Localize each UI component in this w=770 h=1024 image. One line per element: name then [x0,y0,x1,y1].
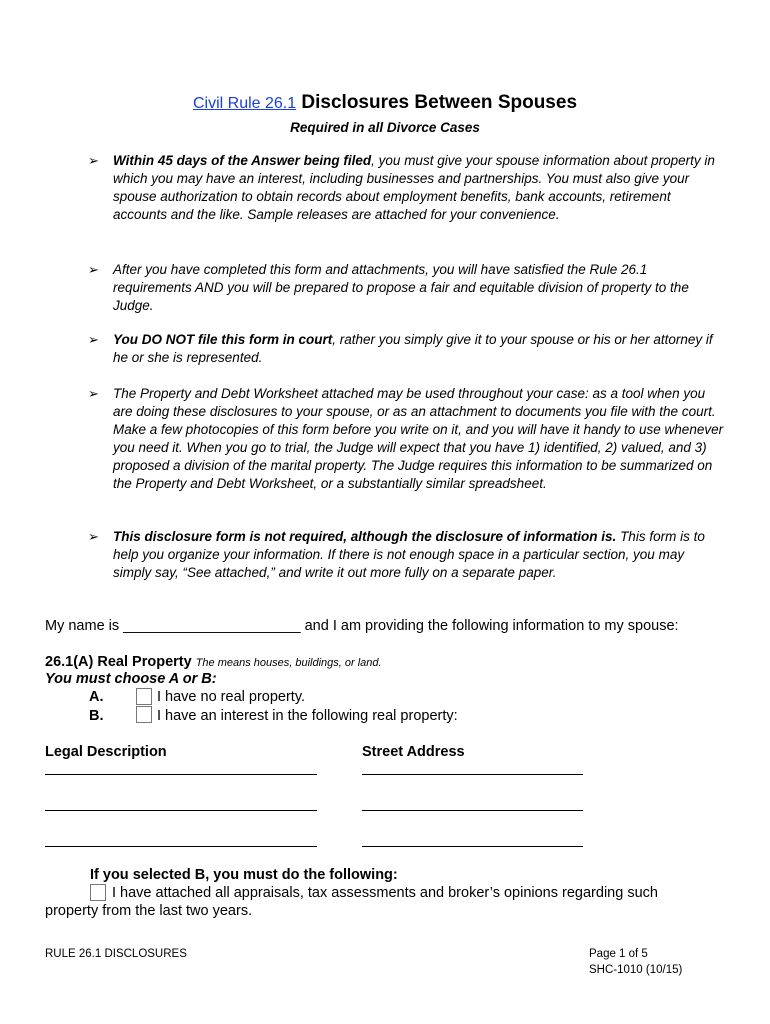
arrow-bullet-icon: ➢ [88,529,99,544]
arrow-bullet-icon: ➢ [88,332,99,347]
option-a-letter: A. [89,689,104,705]
bullet-bold-text: This disclosure form is not required, although the disclosure of information is. [113,529,617,544]
page-title [0,92,770,114]
instruction-bullet [88,528,724,582]
bullet-text: , rather you simply give it to your spouse or his or her attorney if he or she is represented. [113,332,713,365]
arrow-bullet-icon: ➢ [88,262,99,277]
street-address-field[interactable] [362,774,583,775]
civil-rule-link[interactable]: Civil Rule 26.1 [192,95,297,112]
instruction-bullet [88,261,724,315]
arrow-bullet-icon: ➢ [88,386,99,401]
choose-instruction: You must choose A or B: [45,671,217,687]
bullet-text: After you have completed this form and attachments, you will have satisfied the Rule 26.1 requirements AND you will be prepared to propose a fair and equitable division of property to the Judge. [113,262,689,313]
subtitle: Required in all Divorce Cases [290,120,480,135]
bullet-text: This form is to help you organize your information. If there is not enough space in a particular section, you may simply say, “See attached,” and write it out more fully on a separate paper. [113,529,705,580]
legal-description-field[interactable] [45,810,317,811]
footer-rule-name: RULE 26.1 DISCLOSURES [45,948,187,960]
bullet-bold-text: You DO NOT file this form in court [113,332,333,347]
option-a-checkbox[interactable] [136,688,152,705]
legal-description-field[interactable] [45,846,317,847]
option-b-letter: B. [89,708,104,724]
section-heading [45,654,382,670]
instruction-bullet [88,152,724,224]
street-address-heading: Street Address [362,744,465,760]
title-text: Disclosures Between Spouses [301,92,578,113]
street-address-field[interactable] [362,810,583,811]
attached-appraisals-checkbox[interactable] [90,884,106,901]
option-b-label: I have an interest in the following real property: [157,708,458,724]
footer-page-number: Page 1 of 5 [589,948,648,960]
street-address-field[interactable] [362,846,583,847]
option-a-label: I have no real property. [157,689,306,705]
if-b-heading: If you selected B, you must do the following: [90,867,398,883]
legal-description-field[interactable] [45,774,317,775]
bullet-bold-text: Within 45 days of the Answer being filed [113,153,372,168]
name-line: My name is ______________________ and I am providing the following information to my spouse: [45,618,679,634]
footer-form-number: SHC-1010 (10/15) [589,964,683,976]
bullet-text: , you must give your spouse information about property in which you may have an interest, including businesses and partnerships. You must also give your spouse authorization to obtain records about employment benefits, bank accounts, retirement accounts and the like. Sample releases are attached for your convenience. [113,153,715,222]
instruction-bullet [88,331,724,367]
option-b-checkbox[interactable] [136,706,152,723]
section-note: The means houses, buildings, or land. [195,657,382,669]
bullet-text: The Property and Debt Worksheet attached may be used throughout your case: as a tool when you are doing these disclosures to your spouse, or as an attachment to documents you file with the court. Make a few photocopies of this form before you write on it, and you will have it handy to use whenever you need it. When you go to trial, the Judge will expect that you have 1) identified, 2) valued, and 3) proposed a division of the marital property. The Judge requires this information to be summarized on the Property and Debt Worksheet, or a substantially similar spreadsheet. [113,386,724,491]
instruction-bullet [88,385,724,493]
legal-description-heading: Legal Description [45,744,167,760]
attached-appraisals-label: I have attached all appraisals, tax assessments and broker’s opinions regarding such [112,885,658,901]
arrow-bullet-icon: ➢ [88,153,99,168]
section-title: 26.1(A) Real Property [45,654,192,670]
attached-appraisals-label-continued: property from the last two years. [45,903,253,919]
